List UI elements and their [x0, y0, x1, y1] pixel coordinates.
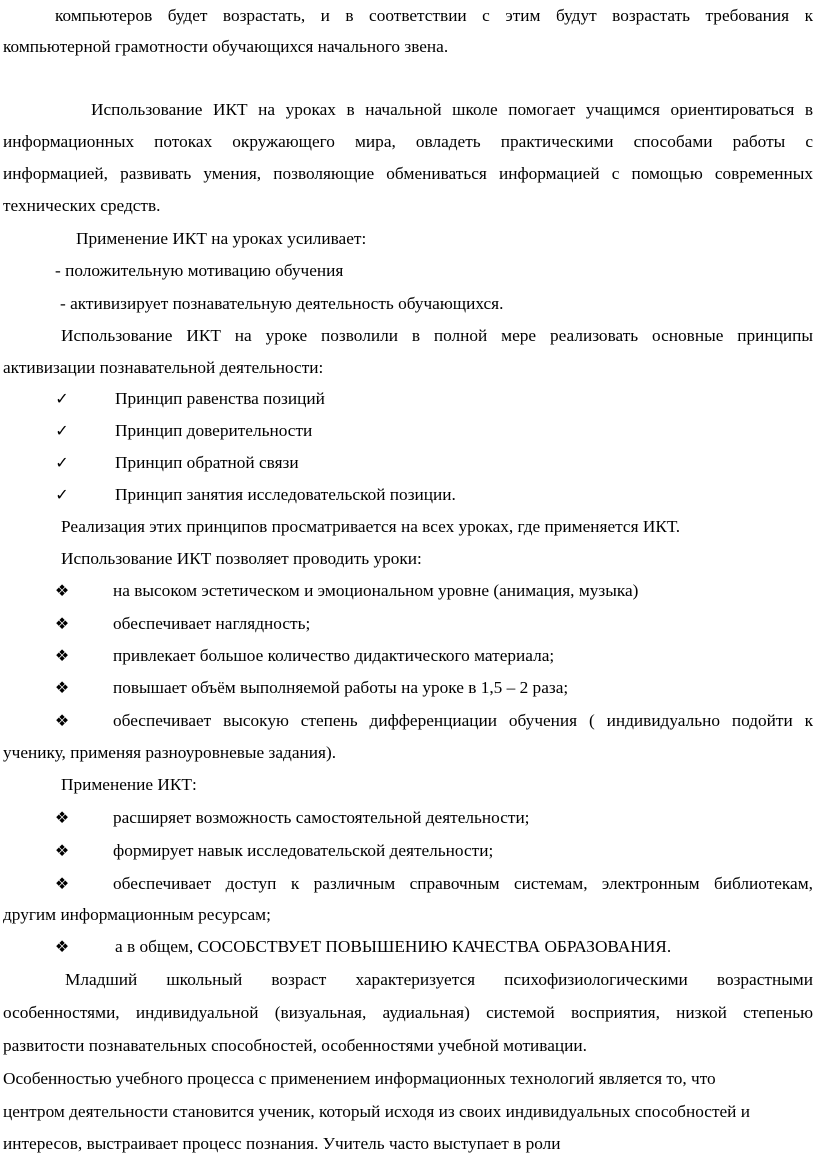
- diamond-bullet-icon: ❖: [54, 614, 70, 633]
- junior-para-line-2: особенностями, индивидуальной (визуальная, аудиальная) системой восприятия, низкой степенью: [3, 1003, 813, 1022]
- diamond-bullet-icon: ❖: [54, 808, 70, 827]
- allows-item-text: обеспечивает высокую степень дифференциации обучения ( индивидуально подойти к: [113, 711, 813, 730]
- feature-para-line-3: интересов, выстраивает процесс познания. Учитель часто выступает в роли: [3, 1134, 561, 1153]
- application-item: [3, 868, 813, 900]
- para1-line-4: технических средств.: [3, 196, 161, 215]
- principle-text: Принцип равенства позиций: [115, 389, 325, 408]
- diamond-bullet-icon: ❖: [54, 711, 70, 730]
- allows-heading: Использование ИКТ позволяет проводить уроки:: [61, 549, 422, 568]
- realization-line: Реализация этих принципов просматривается на всех уроках, где применяется ИКТ.: [61, 517, 681, 536]
- principle-item: [3, 479, 813, 511]
- allows-item-text: обеспечивает наглядность;: [113, 614, 311, 633]
- allows-item: [3, 608, 813, 640]
- feature-para-line-2: центром деятельности становится ученик, который исходя из своих индивидуальных способностей и: [3, 1102, 750, 1121]
- junior-para-line-1: Младший школьный возраст характеризуется психофизиологическими возрастными: [65, 970, 813, 989]
- enhances-item-2: - активизирует познавательную деятельность обучающихся.: [60, 294, 504, 313]
- feature-para-line-1: Особенностью учебного процесса с применением информационных технологий является то, что: [3, 1069, 716, 1088]
- allows-item-text: привлекает большое количество дидактического материала;: [113, 646, 555, 665]
- application-item-text: а в общем, СОСОБСТВУЕТ ПОВЫШЕНИЮ КАЧЕСТВА ОБРАЗОВАНИЯ.: [115, 937, 672, 956]
- para1-line-2: информационных потоках окружающего мира, овладеть практическими способами работы с: [3, 132, 813, 151]
- para1-line-1: Использование ИКТ на уроках в начальной школе помогает учащимся ориентироваться в: [91, 100, 813, 119]
- enhances-heading: Применение ИКТ на уроках усиливает:: [76, 229, 367, 248]
- application-item-continuation: другим информационным ресурсам;: [3, 905, 271, 924]
- diamond-bullet-icon: ❖: [54, 581, 70, 600]
- principle-text: Принцип занятия исследовательской позиции.: [115, 485, 456, 504]
- application-item-text: формирует навык исследовательской деятельности;: [113, 841, 494, 860]
- diamond-bullet-icon: ❖: [54, 841, 70, 860]
- principles-intro-line-1: Использование ИКТ на уроке позволили в полной мере реализовать основные принципы: [61, 326, 813, 345]
- application-item-text: обеспечивает доступ к различным справочным системам, электронным библиотекам,: [113, 874, 813, 893]
- allows-item-text: на высоком эстетическом и эмоциональном уровне (анимация, музыка): [113, 581, 639, 600]
- diamond-bullet-icon: ❖: [54, 678, 70, 697]
- checkmark-icon: ✓: [55, 421, 69, 440]
- para1-line-3: информацией, развивать умения, позволяющие обмениваться информацией с помощью современных: [3, 164, 813, 183]
- intro-line-2: компьютерной грамотности обучающихся начального звена.: [3, 37, 449, 56]
- allows-item-continuation: ученику, применяя разноуровневые задания).: [3, 743, 337, 762]
- application-heading: Применение ИКТ:: [61, 775, 197, 794]
- intro-line-1: компьютеров будет возрастать, и в соответствии с этим будут возрастать требования к: [55, 6, 813, 25]
- junior-para-line-3: развитости познавательных способностей, особенностями учебной мотивации.: [3, 1036, 587, 1055]
- diamond-bullet-icon: ❖: [54, 937, 70, 956]
- allows-item: [3, 705, 813, 737]
- diamond-bullet-icon: ❖: [54, 646, 70, 665]
- application-item: [3, 802, 813, 834]
- principles-intro-line-2: активизации познавательной деятельности:: [3, 358, 324, 377]
- checkmark-icon: ✓: [55, 453, 69, 472]
- application-item: [3, 835, 813, 867]
- checkmark-icon: ✓: [55, 389, 69, 408]
- principle-item: [3, 447, 813, 479]
- principle-text: Принцип обратной связи: [115, 453, 299, 472]
- checkmark-icon: ✓: [55, 485, 69, 504]
- allows-item: [3, 575, 813, 607]
- allows-item: [3, 672, 813, 704]
- principle-item: [3, 415, 813, 447]
- allows-item: [3, 640, 813, 672]
- diamond-bullet-icon: ❖: [54, 874, 70, 893]
- allows-item-text: повышает объём выполняемой работы на уроке в 1,5 – 2 раза;: [113, 678, 569, 697]
- enhances-item-1: - положительную мотивацию обучения: [55, 261, 344, 280]
- principle-item: [3, 383, 813, 415]
- principle-text: Принцип доверительности: [115, 421, 313, 440]
- application-item-text: расширяет возможность самостоятельной деятельности;: [113, 808, 530, 827]
- application-item: [3, 931, 813, 963]
